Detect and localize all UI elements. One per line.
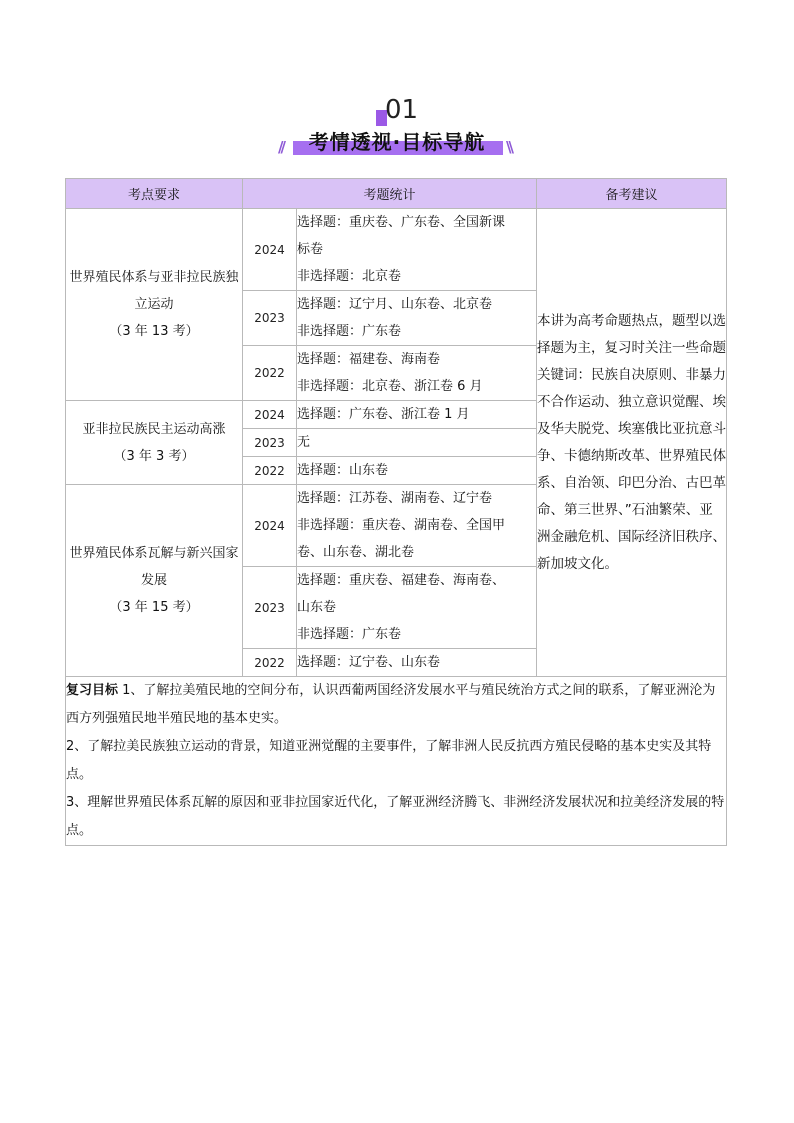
detail-line: 山东卷 [297, 600, 337, 615]
detail-line: 选择题：辽宁月、山东卷、北京卷 [297, 297, 493, 312]
topic-count: （3 年 13 考） [109, 324, 199, 339]
detail-line: 选择题：福建卷、海南卷 [297, 352, 441, 367]
detail-line: 卷、山东卷、湖北卷 [297, 545, 415, 560]
detail-cell [297, 567, 537, 649]
detail-cell [297, 291, 537, 346]
year-cell: 2022 [243, 346, 297, 401]
review-goal-text: 1、了解拉美殖民地的空间分布，认识西葡两国经济发展水平与殖民统治方式之间的联系，了解亚洲沦为西方列强殖民地半殖民地的基本史实。 [66, 683, 716, 726]
detail-line: 非选择题：北京卷 [297, 269, 402, 284]
detail-line: 标卷 [297, 242, 324, 257]
table-row [66, 209, 727, 291]
detail-line: 非选择题：广东卷 [297, 324, 402, 339]
topic-name: 世界殖民体系瓦解与新兴国家发展 [69, 546, 239, 588]
section-header [0, 92, 794, 162]
header-stats: 考题统计 [243, 179, 537, 209]
year-cell: 2023 [243, 567, 297, 649]
detail-line: 非选择题：广东卷 [297, 627, 402, 642]
detail-cell [297, 346, 537, 401]
header-advice: 备考建议 [537, 179, 727, 209]
topic-count: （3 年 15 考） [109, 600, 199, 615]
exam-stats-table [65, 178, 727, 846]
detail-cell [297, 209, 537, 291]
detail-cell [297, 401, 537, 429]
topic-cell [66, 209, 243, 401]
advice-cell: 本讲为高考命题热点，题型以选择题为主，复习时关注一些命题关键词：民族自决原则、非暴力不合作运动、独立意识觉醒、埃及华夫脱党、埃塞俄比亚抗意斗争、卡德纳斯改革、世界殖民体系、自治领、印巴分治、古巴革命、第三世界、”石油繁荣、亚洲金融危机、国际经济旧秩序、新加坡文化。 [537, 209, 727, 677]
year-cell: 2023 [243, 291, 297, 346]
review-goal-1 [66, 677, 726, 733]
header-topic: 考点要求 [66, 179, 243, 209]
detail-cell [297, 429, 537, 457]
table-header-row [66, 179, 727, 209]
section-title-text: 考情透视·目标导航 [308, 130, 486, 154]
detail-cell [297, 649, 537, 677]
year-cell: 2023 [243, 429, 297, 457]
detail-line: 选择题：山东卷 [297, 463, 389, 478]
detail-line: 选择题：江苏卷、湖南卷、辽宁卷 [297, 491, 493, 506]
right-slash-decoration: \\ [506, 138, 511, 156]
detail-cell [297, 485, 537, 567]
section-number-text: 01 [385, 95, 419, 125]
detail-line: 无 [297, 435, 311, 450]
topic-name: 亚非拉民族民主运动高涨 [82, 421, 226, 437]
topic-name: 世界殖民体系与亚非拉民族独立运动 [69, 270, 239, 312]
review-goals-row [66, 677, 727, 846]
year-cell: 2022 [243, 457, 297, 485]
review-goals-label: 复习目标 [66, 683, 119, 698]
topic-cell [66, 485, 243, 677]
detail-line: 选择题：辽宁卷、山东卷 [297, 655, 441, 670]
review-goal-2: 2、了解拉美民族独立运动的背景，知道亚洲觉醒的主要事件，了解非洲人民反抗西方殖民侵略的基本史实及其特点。 [66, 739, 712, 782]
year-cell: 2024 [243, 485, 297, 567]
topic-count: （3 年 3 考） [113, 448, 195, 464]
section-title [0, 130, 794, 158]
section-number [376, 96, 426, 128]
left-slash-decoration: // [278, 138, 283, 156]
detail-line: 选择题：重庆卷、广东卷、全国新课 [297, 215, 506, 230]
year-cell: 2024 [243, 209, 297, 291]
detail-line: 非选择题：重庆卷、湖南卷、全国甲 [297, 518, 506, 533]
detail-cell [297, 457, 537, 485]
detail-line: 选择题：广东卷、浙江卷 1 月 [297, 407, 470, 422]
year-cell: 2022 [243, 649, 297, 677]
detail-line: 非选择题：北京卷、浙江卷 6 月 [297, 379, 483, 394]
topic-cell [66, 401, 243, 485]
detail-line: 选择题：重庆卷、福建卷、海南卷、 [297, 573, 506, 588]
year-cell: 2024 [243, 401, 297, 429]
review-goal-3: 3、理解世界殖民体系瓦解的原因和亚非拉国家近代化，了解亚洲经济腾飞、非洲经济发展状况和拉美经济发展的特点。 [66, 795, 725, 838]
review-goals-cell [66, 677, 727, 846]
